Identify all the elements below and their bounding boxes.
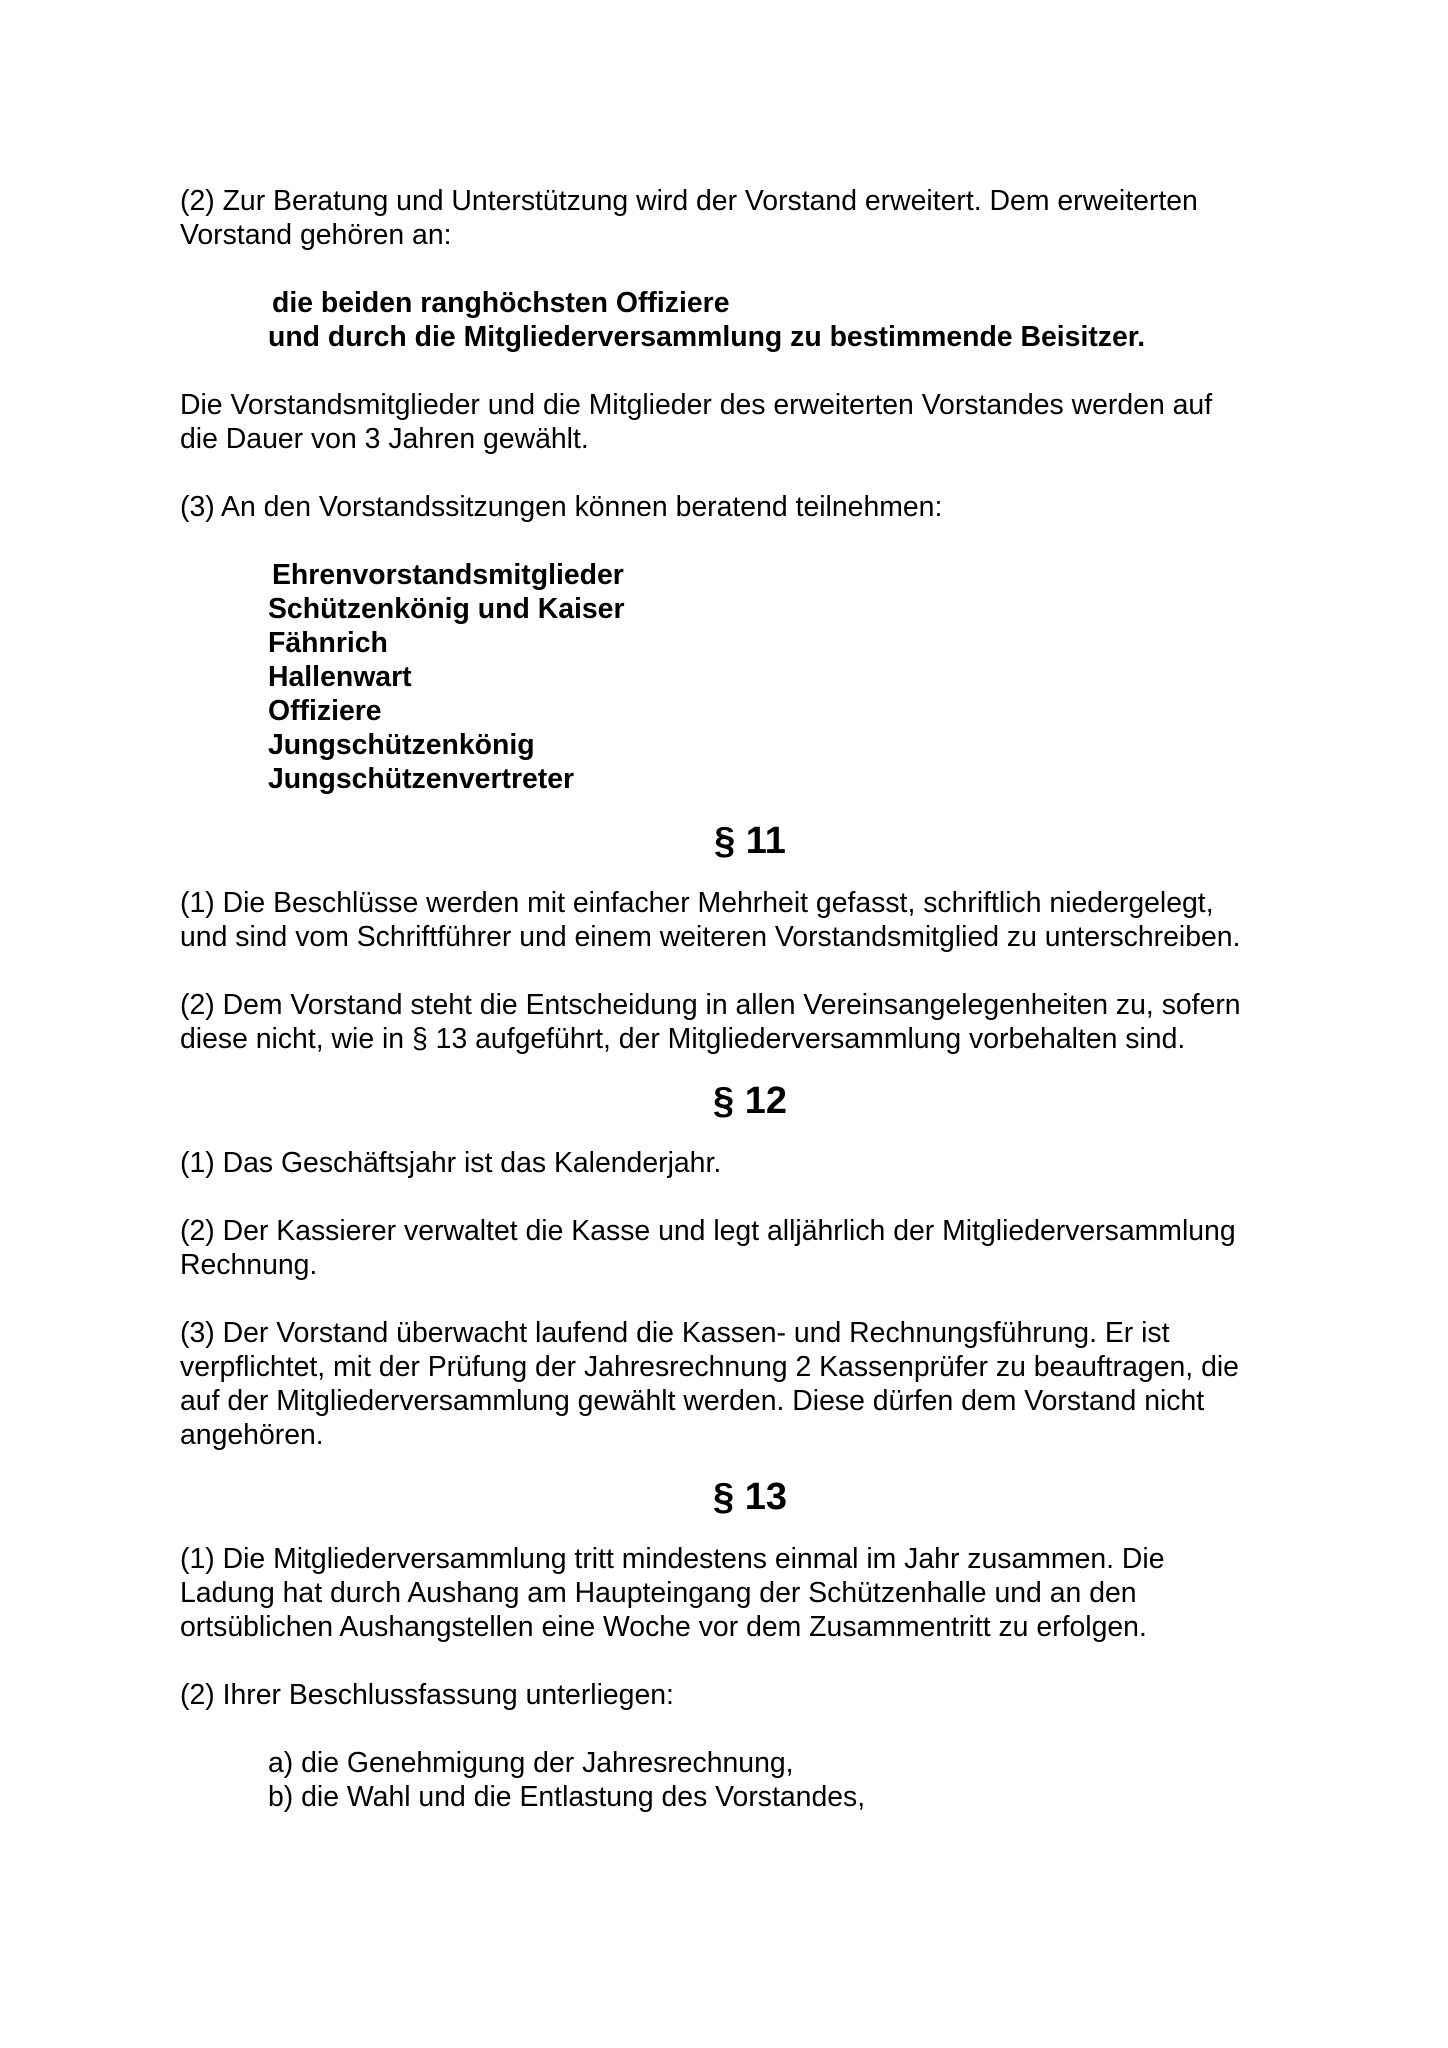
text-line: Rechnung. bbox=[180, 1249, 318, 1281]
text-line: Ladung hat durch Aushang am Haupteingang der Schützenhalle und an den bbox=[180, 1577, 1137, 1609]
paragraph-10-3 bbox=[180, 490, 1320, 524]
text-line: (1) Die Beschlüsse werden mit einfacher Mehrheit gefasst, schriftlich niedergelegt, bbox=[180, 887, 1214, 919]
list-item: und durch die Mitgliederversammlung zu bestimmende Beisitzer. bbox=[268, 321, 1146, 353]
document-page bbox=[180, 184, 1320, 1814]
text-line: ortsüblichen Aushangstellen eine Woche vor dem Zusammentritt zu erfolgen. bbox=[180, 1611, 1147, 1643]
list-item: Jungschützenkönig bbox=[268, 729, 535, 761]
section-heading-12: § 12 bbox=[713, 1080, 787, 1122]
text-line: (3) Der Vorstand überwacht laufend die Kassen- und Rechnungsführung. Er ist bbox=[180, 1317, 1170, 1349]
list-item: Schützenkönig und Kaiser bbox=[268, 593, 625, 625]
paragraph-11-1 bbox=[180, 886, 1320, 954]
paragraph-12-1 bbox=[180, 1146, 1320, 1180]
text-line: verpflichtet, mit der Prüfung der Jahresrechnung 2 Kassenprüfer zu beauftragen, die bbox=[180, 1351, 1239, 1383]
text-line: (2) Ihrer Beschlussfassung unterliegen: bbox=[180, 1679, 674, 1711]
advisory-members-list bbox=[180, 558, 1320, 796]
text-line: (2) Der Kassierer verwaltet die Kasse und legt alljährlich der Mitgliederversammlung bbox=[180, 1215, 1236, 1247]
text-line: (1) Die Mitgliederversammlung tritt mindestens einmal im Jahr zusammen. Die bbox=[180, 1543, 1165, 1575]
paragraph-term bbox=[180, 388, 1320, 456]
extended-board-list bbox=[180, 286, 1320, 354]
list-item: Fähnrich bbox=[268, 627, 388, 659]
list-item: Jungschützenvertreter bbox=[268, 763, 575, 795]
text-line: Die Vorstandsmitglieder und die Mitglieder des erweiterten Vorstandes werden auf bbox=[180, 389, 1213, 421]
text-line: auf der Mitgliederversammlung gewählt werden. Diese dürfen dem Vorstand nicht bbox=[180, 1385, 1205, 1417]
list-item: Offiziere bbox=[268, 695, 382, 727]
section-heading-13: § 13 bbox=[713, 1476, 787, 1518]
text-line: (2) Zur Beratung und Unterstützung wird der Vorstand erweitert. Dem erweiterten bbox=[180, 185, 1198, 217]
paragraph-10-2 bbox=[180, 184, 1320, 252]
paragraph-13-2 bbox=[180, 1678, 1320, 1712]
list-item: die beiden ranghöchsten Offiziere bbox=[272, 287, 730, 319]
list-item: a) die Genehmigung der Jahresrechnung, bbox=[268, 1747, 794, 1779]
text-line: die Dauer von 3 Jahren gewählt. bbox=[180, 423, 589, 455]
text-line: (1) Das Geschäftsjahr ist das Kalenderjahr. bbox=[180, 1147, 722, 1179]
list-item: Hallenwart bbox=[268, 661, 412, 693]
paragraph-13-1 bbox=[180, 1542, 1320, 1644]
text-line: Vorstand gehören an: bbox=[180, 219, 452, 251]
resolutions-list bbox=[180, 1746, 1320, 1814]
paragraph-12-2 bbox=[180, 1214, 1320, 1282]
text-line: und sind vom Schriftführer und einem weiteren Vorstandsmitglied zu unterschreiben. bbox=[180, 921, 1241, 953]
paragraph-11-2 bbox=[180, 988, 1320, 1056]
text-line: angehören. bbox=[180, 1419, 324, 1451]
paragraph-12-3 bbox=[180, 1316, 1320, 1452]
section-heading-11: § 11 bbox=[714, 820, 786, 862]
text-line: (3) An den Vorstandssitzungen können beratend teilnehmen: bbox=[180, 491, 943, 523]
list-item: Ehrenvorstandsmitglieder bbox=[272, 559, 624, 591]
list-item: b) die Wahl und die Entlastung des Vorstandes, bbox=[268, 1781, 866, 1813]
text-line: diese nicht, wie in § 13 aufgeführt, der Mitgliederversammlung vorbehalten sind. bbox=[180, 1023, 1186, 1055]
text-line: (2) Dem Vorstand steht die Entscheidung in allen Vereinsangelegenheiten zu, sofern bbox=[180, 989, 1241, 1021]
